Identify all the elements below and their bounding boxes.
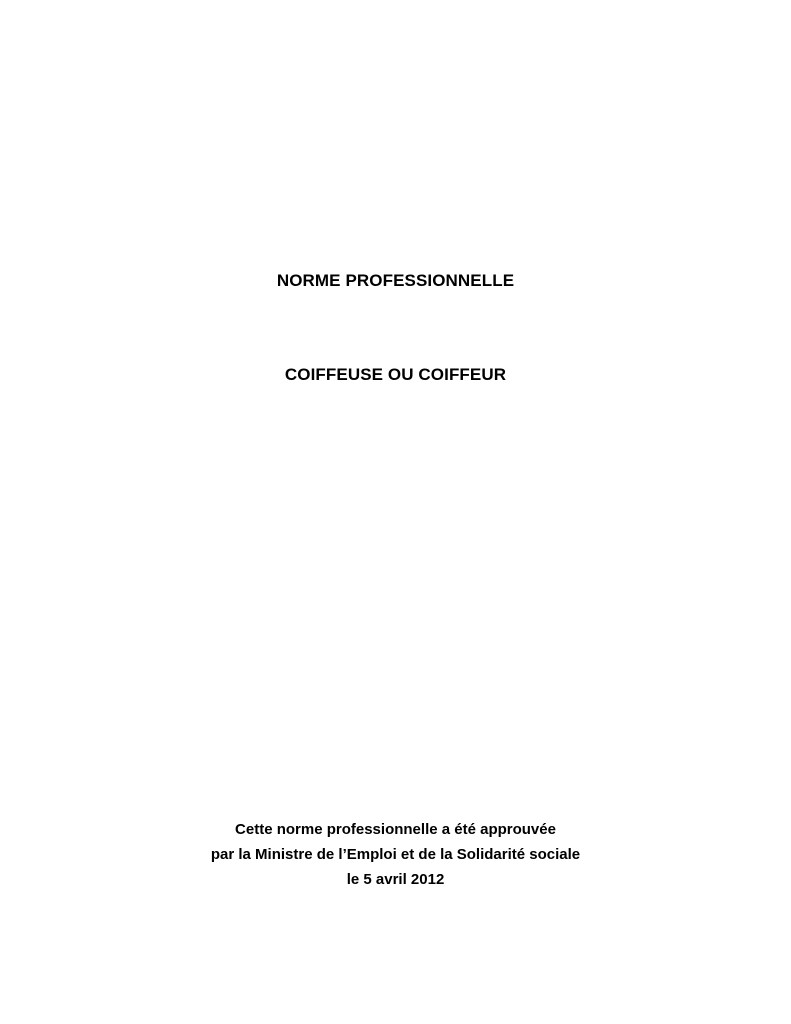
approval-statement: [0, 817, 791, 892]
approval-line-1: Cette norme professionnelle a été approuvée: [235, 821, 556, 838]
document-subheading: COIFFEUSE OU COIFFEUR: [284, 365, 507, 384]
approval-date: le 5 avril 2012: [346, 871, 445, 888]
approval-line-2: par la Ministre de l’Emploi et de la Solidarité sociale: [210, 846, 581, 863]
document-heading: NORME PROFESSIONNELLE: [276, 271, 515, 290]
